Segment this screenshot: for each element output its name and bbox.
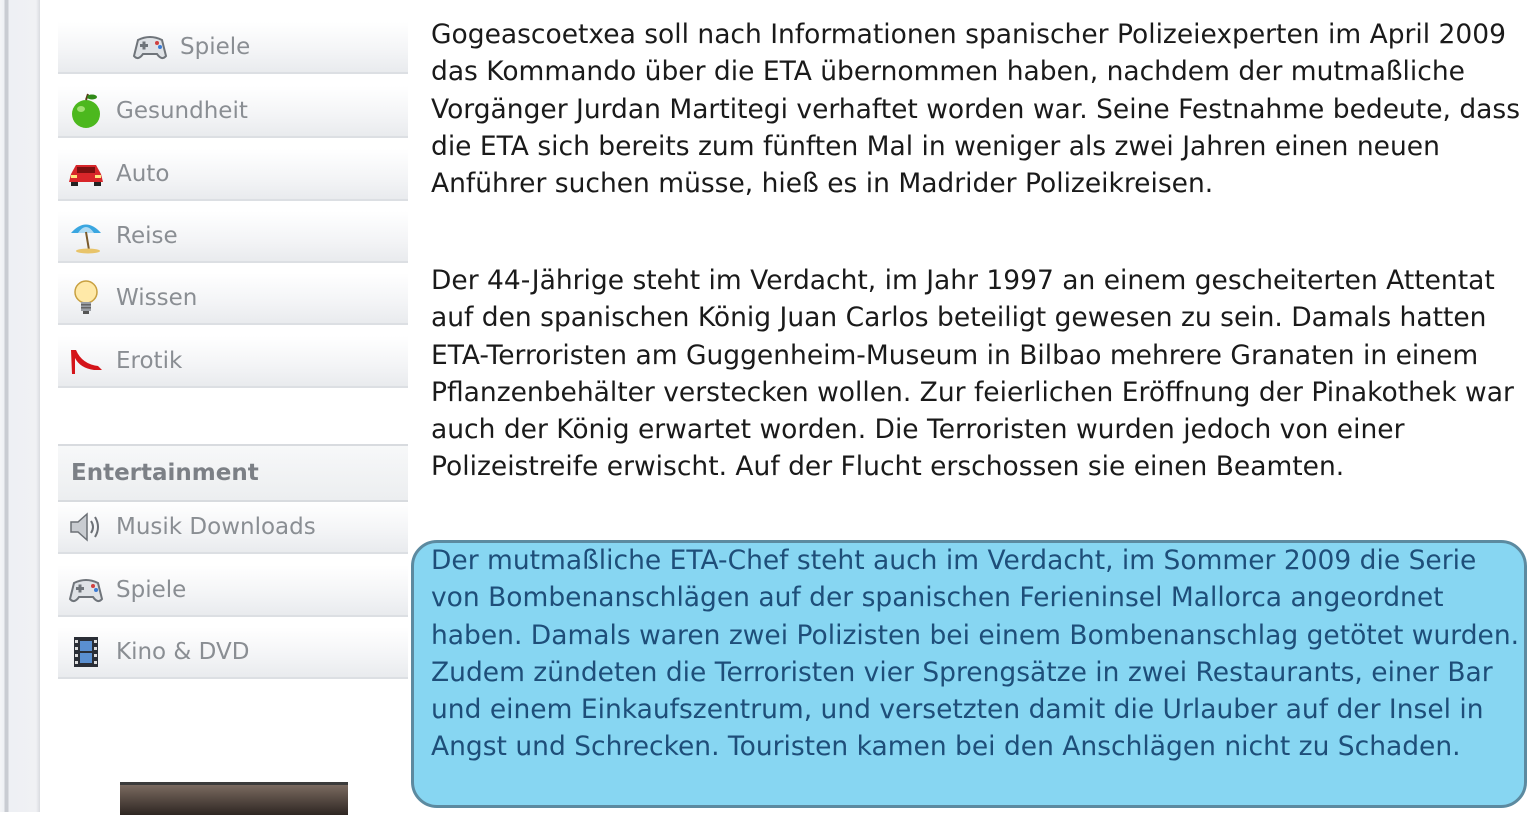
sidebar-item-auto[interactable] xyxy=(58,149,408,201)
section-title-text: Entertainment xyxy=(71,460,259,486)
sidebar-item-kino-dvd[interactable] xyxy=(58,627,408,679)
sidebar-item-wissen[interactable] xyxy=(58,273,408,325)
sidebar-item-label: Reise xyxy=(116,223,178,249)
beach-umbrella-icon xyxy=(66,216,106,256)
apple-icon xyxy=(66,91,106,131)
window-left-border xyxy=(0,0,40,812)
sidebar-item-reise[interactable] xyxy=(58,211,408,263)
sidebar-item-label: Kino & DVD xyxy=(116,639,250,665)
gamepad-icon xyxy=(130,27,170,67)
sidebar-item-erotik[interactable] xyxy=(58,336,408,388)
sidebar xyxy=(58,0,410,812)
sidebar-item-label: Musik Downloads xyxy=(116,514,316,540)
sidebar-item-spiele[interactable] xyxy=(58,565,408,617)
car-icon xyxy=(66,154,106,194)
article-paragraph: Der 44-Jährige steht im Verdacht, im Jahr 1997 an einem gescheiterten Attentat auf den spanischen König Juan Carlos beteiligt gewesen zu sein. Damals hatten ETA-Terroristen am Guggenheim-Museum in Bilbao mehrere Granaten in einem Pflanzenbehälter verstecken wollen. Zur feierlichen Eröffnung der Pinakothek war auch der König erwartet worden. Die Terroristen wurden jedoch von einer Polizeistreife erwischt. Auf der Flucht erschossen sie einen Beamten. xyxy=(431,265,1514,483)
article-paragraph-highlighted: Der mutmaßliche ETA-Chef steht auch im Verdacht, im Sommer 2009 die Serie von Bombenanschlägen auf der spanischen Ferieninsel Mallorca angeordnet haben. Damals waren zwei Polizisten bei einem Bombenanschlag getötet wurden. Zudem zündeten die Terroristen vier Sprengsätze in zwei Restaurants, einer Bar und einem Einkaufszentrum, und versetzten damit die Urlauber auf der Insel in Angst und Schrecken. Touristen kamen bei den Anschlägen nicht zu Schaden. xyxy=(431,545,1520,763)
profile-photo[interactable] xyxy=(120,782,348,815)
article-paragraph: Gogeascoetxea soll nach Informationen spanischer Polizeiexperten im April 2009 das Kommando über die ETA übernommen haben, nachdem der mutmaßliche Vorgänger Jurdan Martitegi verhaftet worden war. Seine Festnahme bedeute, dass die ETA sich bereits zum fünften Mal in weniger als zwei Jahren einen neuen Anführer suchen müsse, hieß es in Madrider Polizeikreisen. xyxy=(431,19,1521,200)
sidebar-item-label: Wissen xyxy=(116,285,198,311)
sidebar-spacer xyxy=(58,398,408,444)
speaker-icon xyxy=(66,507,106,547)
sidebar-item-musik-downloads[interactable] xyxy=(58,502,408,554)
gamepad-icon xyxy=(66,570,106,610)
sidebar-item-label: Erotik xyxy=(116,348,183,374)
sidebar-item-gesundheit[interactable] xyxy=(58,86,408,138)
sidebar-item-label: Spiele xyxy=(116,577,187,603)
sidebar-item-label: Spiele xyxy=(180,34,251,60)
sidebar-item-label: Gesundheit xyxy=(116,98,248,124)
section-title-entertainment xyxy=(58,444,408,502)
sidebar-item-label: Auto xyxy=(116,161,170,187)
high-heel-icon xyxy=(66,341,106,381)
sidebar-item-spiele-sub[interactable] xyxy=(58,22,408,74)
lightbulb-icon xyxy=(66,278,106,318)
film-icon xyxy=(66,632,106,672)
